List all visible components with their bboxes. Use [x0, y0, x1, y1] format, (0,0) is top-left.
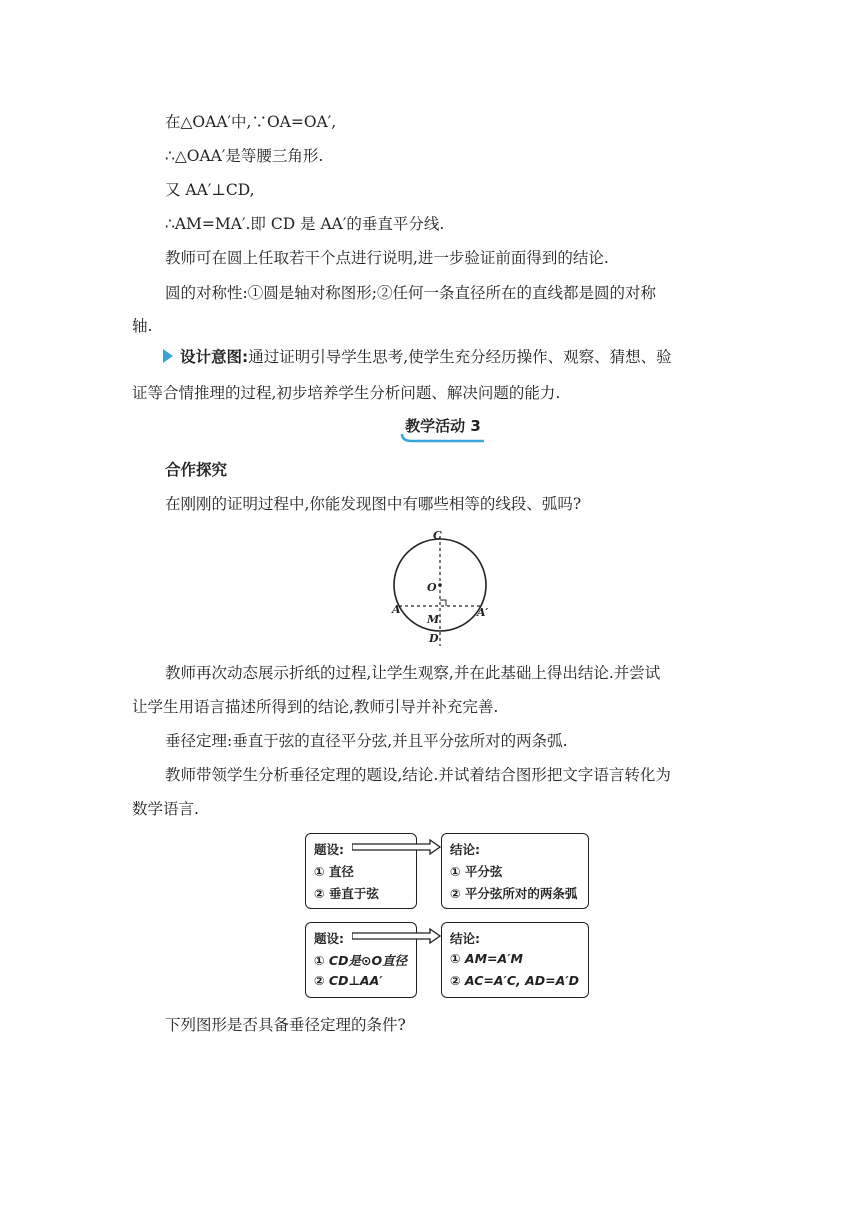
teacher-note: 教师可在圆上任取若干个点进行说明,进一步验证前面得到的结论. [165, 249, 609, 267]
label-a: A [392, 603, 401, 616]
heading-underline-icon [398, 432, 488, 446]
conclusion-title-2: 结论: [450, 931, 480, 946]
circle-diagram [385, 528, 505, 650]
design-intent-line-2: 证等合情推理的过程,初步培养学生分析问题、解决问题的能力. [132, 384, 561, 402]
conclusion-box-1 [441, 833, 589, 909]
design-intent-label: 设计意图: [180, 348, 249, 366]
premise-item-2: ② 垂直于弦 [314, 886, 379, 901]
conclusion-arcs: ② AC=A′C, AD=A′D [450, 973, 579, 988]
premise-title: 题设: [314, 842, 344, 857]
conclusion-segments: ① AM=A′M [450, 951, 523, 966]
label-o: O [427, 581, 437, 594]
design-intent-text: 通过证明引导学生思考,使学生充分经历操作、观察、猜想、验 [248, 348, 672, 366]
proof-line-2: ∴△OAA′是等腰三角形. [165, 147, 324, 165]
premise-title-2: 题设: [314, 931, 344, 946]
final-question: 下列图形是否具备垂径定理的条件? [165, 1016, 406, 1034]
activity-title: 教学活动 3 [405, 417, 481, 435]
activity-heading [398, 415, 488, 436]
label-c: C [433, 529, 442, 542]
label-m: M [427, 613, 440, 626]
para-3-line-1: 教师带领学生分析垂径定理的题设,结论.并试着结合图形把文字语言转化为 [165, 766, 671, 784]
conclusion-item-2: ② 平分弦所对的两条弧 [450, 886, 578, 901]
proof-line-3: 又 AA′⊥CD, [165, 181, 255, 199]
play-triangle-icon [163, 349, 173, 363]
perpendicular-diameter-theorem: 垂径定理:垂直于弦的直径平分弦,并且平分弦所对的两条弧. [165, 732, 568, 750]
proof-line-4: ∴AM=MA′.即 CD 是 AA′的垂直平分线. [165, 215, 445, 233]
proof-line-1: 在△OAA′中,∵OA=OA′, [165, 113, 337, 131]
premise-item-1: ① 直径 [314, 864, 354, 879]
conclusion-title: 结论: [450, 842, 480, 857]
label-a-prime: A′ [477, 606, 489, 619]
conclusion-box-2 [441, 922, 589, 998]
para-1-line-2: 让学生用语言描述所得到的结论,教师引导并补充完善. [132, 698, 499, 716]
arrow-right-icon [352, 839, 442, 855]
center-point [438, 583, 442, 587]
para-3-line-2: 数学语言. [132, 800, 199, 818]
label-d: D [429, 632, 439, 645]
conclusion-item-1: ① 平分弦 [450, 864, 503, 879]
symmetry-text: 圆的对称性:①圆是轴对称图形;②任何一条直径所在的直线都是圆的对称 [165, 284, 656, 302]
para-1-line-1: 教师再次动态展示折纸的过程,让学生观察,并在此基础上得出结论.并尝试 [165, 664, 661, 682]
premise-item-cd-diameter: ① CD是⊙O直径 [314, 953, 408, 968]
arrow-right-icon [352, 928, 442, 944]
design-intent-line-1 [180, 347, 672, 367]
coop-question: 在刚刚的证明过程中,你能发现图中有哪些相等的线段、弧吗? [165, 495, 582, 513]
coop-title: 合作探究 [165, 461, 228, 479]
symmetry-text-cont: 轴. [132, 317, 153, 335]
premise-item-cd-perp: ② CD⊥AA′ [314, 973, 383, 988]
right-angle-mark [440, 600, 446, 606]
